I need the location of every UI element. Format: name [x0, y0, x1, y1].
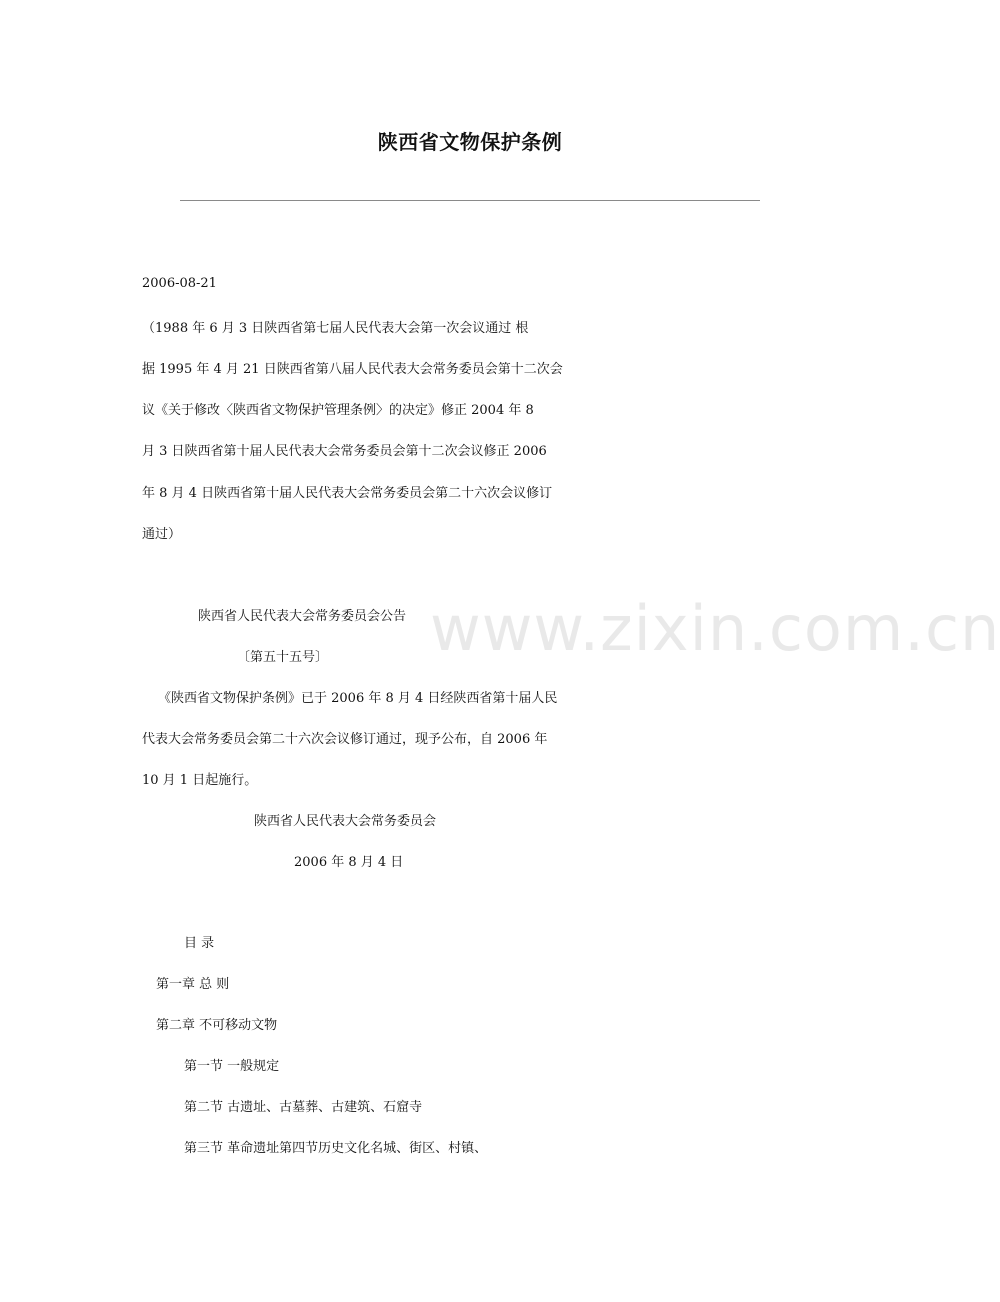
announcement-line: 《陕西省文物保护条例》已于 2006 年 8 月 4 日经陕西省第十届人民	[158, 691, 558, 706]
announcement-number: 〔第五十五号〕	[237, 650, 329, 665]
toc-item: 第二节 古遗址、古墓葬、古建筑、石窟寺	[184, 1100, 423, 1115]
watermark: www.zixin.com.cn	[430, 592, 1000, 665]
history-line: 据 1995 年 4 月 21 日陕西省第八届人民代表大会常务委员会第十二次会	[142, 362, 563, 377]
publish-date: 2006-08-21	[142, 276, 217, 291]
announcement-heading: 陕西省人民代表大会常务委员会公告	[198, 609, 407, 624]
history-line: 月 3 日陕西省第十届人民代表大会常务委员会第十二次会议修正 2006	[142, 444, 547, 459]
history-line: 议《关于修改〈陕西省文物保护管理条例〉的决定》修正 2004 年 8	[142, 403, 534, 418]
document-title: 陕西省文物保护条例	[377, 130, 563, 154]
title-divider	[180, 200, 760, 201]
signatory-date: 2006 年 8 月 4 日	[294, 855, 404, 870]
history-line: 年 8 月 4 日陕西省第十届人民代表大会常务委员会第二十六次会议修订	[142, 486, 553, 501]
toc-item: 第三节 革命遗址第四节历史文化名城、街区、村镇、	[184, 1141, 488, 1156]
announcement-line: 10 月 1 日起施行。	[142, 773, 258, 788]
toc-item: 第一节 一般规定	[184, 1059, 280, 1074]
history-line: （1988 年 6 月 3 日陕西省第七届人民代表大会第一次会议通过 根	[142, 321, 529, 336]
signatory: 陕西省人民代表大会常务委员会	[254, 814, 437, 829]
toc-heading: 目 录	[184, 936, 215, 951]
history-line: 通过）	[142, 527, 182, 542]
announcement-line: 代表大会常务委员会第二十六次会议修订通过，现予公布，自 2006 年	[142, 732, 548, 747]
toc-item: 第二章 不可移动文物	[156, 1018, 278, 1033]
toc-item: 第一章 总 则	[156, 977, 230, 992]
